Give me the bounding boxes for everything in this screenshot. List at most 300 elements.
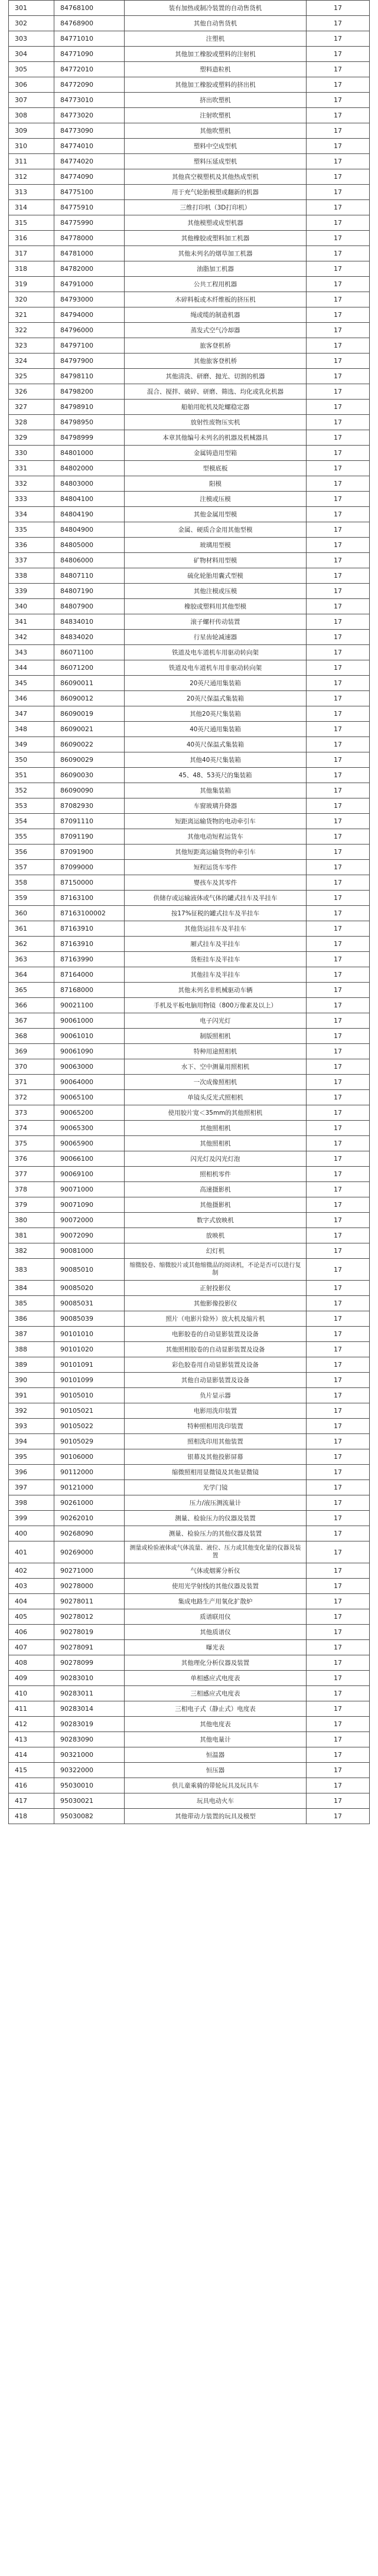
- table-row: [9, 1449, 370, 1465]
- product-name-cell: 正射投影仪: [125, 1281, 307, 1296]
- tax-rate-cell: 17: [307, 47, 370, 62]
- hs-code-cell: 90283019: [54, 1717, 125, 1732]
- row-number-cell: 365: [9, 983, 54, 998]
- product-name-cell: 婴孩车及其零件: [125, 875, 307, 891]
- product-name-cell: 三维打印机（3D打印机）: [125, 200, 307, 215]
- hs-code-cell: 87099000: [54, 860, 125, 875]
- product-name-cell: 蒸发式空气冷却器: [125, 323, 307, 338]
- table-row: [9, 1763, 370, 1778]
- hs-code-cell: 84798950: [54, 415, 125, 430]
- product-name-cell: 其他照相机: [125, 1136, 307, 1151]
- product-name-cell: 矿物材料用型模: [125, 553, 307, 568]
- hs-code-cell: 87163100002: [54, 906, 125, 921]
- row-number-cell: 410: [9, 1686, 54, 1701]
- hs-code-cell: 84778000: [54, 231, 125, 246]
- product-name-cell: 其他照相机: [125, 1121, 307, 1136]
- product-name-cell: 光学门镜: [125, 1480, 307, 1495]
- table-row: [9, 660, 370, 676]
- tax-rate-cell: 17: [307, 1480, 370, 1495]
- table-row: [9, 1655, 370, 1671]
- table-row: [9, 1075, 370, 1090]
- hs-code-cell: 90105029: [54, 1434, 125, 1449]
- tax-rate-cell: 17: [307, 1793, 370, 1809]
- hs-code-cell: 84794000: [54, 307, 125, 323]
- row-number-cell: 383: [9, 1259, 54, 1281]
- tax-rate-cell: 17: [307, 1495, 370, 1511]
- product-name-cell: 压力/液压测流量计: [125, 1495, 307, 1511]
- row-number-cell: 389: [9, 1357, 54, 1373]
- product-name-cell: 电影胶卷的自动显影装置及设备: [125, 1327, 307, 1342]
- product-name-cell: 其他未列名的烟草加工机器: [125, 246, 307, 261]
- row-number-cell: 407: [9, 1640, 54, 1655]
- product-name-cell: 40英尺通用集装箱: [125, 722, 307, 737]
- table-row: [9, 1357, 370, 1373]
- row-number-cell: 398: [9, 1495, 54, 1511]
- tax-rate-cell: 17: [307, 93, 370, 108]
- table-row: [9, 1213, 370, 1228]
- tax-rate-cell: 17: [307, 1090, 370, 1105]
- tax-rate-cell: 17: [307, 415, 370, 430]
- tax-rate-cell: 17: [307, 261, 370, 277]
- table-row: [9, 998, 370, 1013]
- product-name-cell: 注模或压模: [125, 492, 307, 507]
- hs-code-cell: 84774020: [54, 154, 125, 169]
- hs-code-cell: 84771010: [54, 31, 125, 47]
- table-row: [9, 1403, 370, 1419]
- hs-code-cell: 84772010: [54, 62, 125, 77]
- tax-rate-cell: 17: [307, 292, 370, 307]
- hs-code-cell: 84771090: [54, 47, 125, 62]
- tax-rate-cell: 17: [307, 476, 370, 492]
- row-number-cell: 350: [9, 752, 54, 768]
- hs-code-cell: 84797900: [54, 353, 125, 369]
- table-row: [9, 492, 370, 507]
- tax-rate-cell: 17: [307, 860, 370, 875]
- hs-code-cell: 90262010: [54, 1511, 125, 1526]
- hs-code-cell: 90101099: [54, 1373, 125, 1388]
- tax-rate-cell: 17: [307, 1388, 370, 1403]
- table-row: [9, 584, 370, 599]
- table-row: [9, 1059, 370, 1075]
- row-number-cell: 400: [9, 1526, 54, 1541]
- table-row: [9, 93, 370, 108]
- hs-code-cell: 90101010: [54, 1327, 125, 1342]
- hs-code-cell: 95030010: [54, 1778, 125, 1793]
- tax-rate-cell: 17: [307, 553, 370, 568]
- row-number-cell: 355: [9, 829, 54, 845]
- row-number-cell: 340: [9, 599, 54, 614]
- tax-rate-cell: 17: [307, 16, 370, 31]
- row-number-cell: 315: [9, 215, 54, 231]
- row-number-cell: 381: [9, 1228, 54, 1243]
- table-row: [9, 768, 370, 783]
- tax-rate-cell: 17: [307, 1075, 370, 1090]
- product-name-cell: 其他集装箱: [125, 783, 307, 798]
- product-name-cell: 使用胶片宽＜35mm的其他照相机: [125, 1105, 307, 1121]
- product-name-cell: 测量、检验压力的其他仪器及装置: [125, 1526, 307, 1541]
- table-row: [9, 1686, 370, 1701]
- hs-code-cell: 87091110: [54, 814, 125, 829]
- tax-rate-cell: 17: [307, 768, 370, 783]
- tax-rate-cell: 17: [307, 323, 370, 338]
- table-row: [9, 845, 370, 860]
- table-row: [9, 568, 370, 584]
- product-name-cell: 20英尺保温式集装箱: [125, 691, 307, 706]
- tax-rate-cell: 17: [307, 430, 370, 446]
- tax-rate-cell: 17: [307, 1243, 370, 1259]
- hs-code-cell: 84793000: [54, 292, 125, 307]
- row-number-cell: 378: [9, 1182, 54, 1197]
- product-name-cell: 阳模: [125, 476, 307, 492]
- tax-rate-cell: 17: [307, 1609, 370, 1625]
- tax-rate-cell: 17: [307, 169, 370, 185]
- row-number-cell: 364: [9, 967, 54, 983]
- hs-code-cell: 90271000: [54, 1563, 125, 1579]
- table-row: [9, 1419, 370, 1434]
- table-row: [9, 937, 370, 952]
- product-name-cell: 40英尺保温式集装箱: [125, 737, 307, 752]
- row-number-cell: 303: [9, 31, 54, 47]
- tax-rate-cell: 17: [307, 829, 370, 845]
- tax-rate-cell: 17: [307, 845, 370, 860]
- row-number-cell: 357: [9, 860, 54, 875]
- row-number-cell: 361: [9, 921, 54, 937]
- hs-code-cell: 84796000: [54, 323, 125, 338]
- table-row: [9, 891, 370, 906]
- row-number-cell: 318: [9, 261, 54, 277]
- hs-code-cell: 90121000: [54, 1480, 125, 1495]
- product-name-cell: 测量或检验液体或气体流量、液位、压力或其他变化量的仪器及装置: [125, 1541, 307, 1563]
- hs-code-cell: 90072000: [54, 1213, 125, 1228]
- table-row: [9, 169, 370, 185]
- hs-code-cell: 87082930: [54, 798, 125, 814]
- table-row: [9, 507, 370, 522]
- table-row: [9, 1228, 370, 1243]
- product-name-cell: 其他货运挂车及半挂车: [125, 921, 307, 937]
- hs-code-cell: 84791000: [54, 277, 125, 292]
- table-row: [9, 1732, 370, 1747]
- table-row: [9, 1243, 370, 1259]
- hs-code-cell: 90278099: [54, 1655, 125, 1671]
- product-name-cell: 单相感应式电度表: [125, 1671, 307, 1686]
- row-number-cell: 395: [9, 1449, 54, 1465]
- table-row: [9, 246, 370, 261]
- table-row: [9, 16, 370, 31]
- hs-code-cell: 90105021: [54, 1403, 125, 1419]
- table-row: [9, 1778, 370, 1793]
- tax-rate-cell: 17: [307, 660, 370, 676]
- table-row: [9, 200, 370, 215]
- row-number-cell: 418: [9, 1809, 54, 1824]
- hs-code-cell: 90278091: [54, 1640, 125, 1655]
- product-name-cell: 缩微照相用显微镜及其他显微镜: [125, 1465, 307, 1480]
- tax-rate-cell: 17: [307, 921, 370, 937]
- row-number-cell: 416: [9, 1778, 54, 1793]
- table-row: [9, 706, 370, 722]
- product-name-cell: 型模底板: [125, 461, 307, 476]
- hs-code-cell: 90065300: [54, 1121, 125, 1136]
- hs-code-cell: 84807900: [54, 599, 125, 614]
- product-name-cell: 本章其他编号未列名的机器及机械器具: [125, 430, 307, 446]
- tax-rate-cell: 17: [307, 139, 370, 154]
- row-number-cell: 349: [9, 737, 54, 752]
- product-name-cell: 气体或烟雾分析仪: [125, 1563, 307, 1579]
- tax-rate-cell: 17: [307, 983, 370, 998]
- table-row: [9, 1747, 370, 1763]
- table-row: [9, 1197, 370, 1213]
- hs-code-cell: 84802000: [54, 461, 125, 476]
- product-name-cell: 银幕及其他投影屏幕: [125, 1449, 307, 1465]
- tax-rate-cell: 17: [307, 737, 370, 752]
- row-number-cell: 366: [9, 998, 54, 1013]
- product-name-cell: 旅客登机桥: [125, 338, 307, 353]
- table-row: [9, 630, 370, 645]
- row-number-cell: 384: [9, 1281, 54, 1296]
- table-row: [9, 798, 370, 814]
- row-number-cell: 403: [9, 1579, 54, 1594]
- row-number-cell: 394: [9, 1434, 54, 1449]
- row-number-cell: 306: [9, 77, 54, 93]
- hs-code-cell: 87164000: [54, 967, 125, 983]
- product-name-cell: 高速摄影机: [125, 1182, 307, 1197]
- product-name-cell: 其他质谱仪: [125, 1625, 307, 1640]
- tax-rate-cell: 17: [307, 1594, 370, 1609]
- product-name-cell: 其他真空模塑机及其他热成型机: [125, 169, 307, 185]
- row-number-cell: 317: [9, 246, 54, 261]
- row-number-cell: 313: [9, 185, 54, 200]
- hs-code-cell: 90322000: [54, 1763, 125, 1778]
- row-number-cell: 387: [9, 1327, 54, 1342]
- tax-rate-cell: 17: [307, 123, 370, 139]
- tax-rate-cell: 17: [307, 246, 370, 261]
- product-name-cell: 其他清洗、研磨、抛光、切割的机器: [125, 369, 307, 384]
- hs-code-cell: 84798999: [54, 430, 125, 446]
- hs-code-cell: 84805000: [54, 538, 125, 553]
- product-name-cell: 其他电度表: [125, 1717, 307, 1732]
- hs-code-cell: 86090012: [54, 691, 125, 706]
- table-row: [9, 906, 370, 921]
- product-name-cell: 短距离运输货物的电动牵引车: [125, 814, 307, 829]
- row-number-cell: 391: [9, 1388, 54, 1403]
- table-row: [9, 415, 370, 430]
- tax-rate-cell: 17: [307, 461, 370, 476]
- hs-code-cell: 87150000: [54, 875, 125, 891]
- hs-code-cell: 84806000: [54, 553, 125, 568]
- hs-code-cell: 86090019: [54, 706, 125, 722]
- tax-rate-cell: 17: [307, 1419, 370, 1434]
- hs-code-cell: 87163910: [54, 937, 125, 952]
- hs-code-cell: 90065100: [54, 1090, 125, 1105]
- table-row: [9, 1671, 370, 1686]
- product-name-cell: 三相电子式（静止式）电度表: [125, 1701, 307, 1717]
- tax-rate-cell: 17: [307, 1327, 370, 1342]
- hs-code-cell: 90283010: [54, 1671, 125, 1686]
- tax-rate-cell: 17: [307, 1579, 370, 1594]
- product-name-cell: 塑料压延成型机: [125, 154, 307, 169]
- hs-code-cell: 90278000: [54, 1579, 125, 1594]
- row-number-cell: 411: [9, 1701, 54, 1717]
- product-name-cell: 挤出吹塑机: [125, 93, 307, 108]
- hs-code-cell: 84775990: [54, 215, 125, 231]
- row-number-cell: 335: [9, 522, 54, 538]
- tax-rate-cell: 17: [307, 522, 370, 538]
- row-number-cell: 324: [9, 353, 54, 369]
- product-name-cell: 其他40英尺集装箱: [125, 752, 307, 768]
- table-row: [9, 1717, 370, 1732]
- hs-code-cell: 84804100: [54, 492, 125, 507]
- table-row: [9, 461, 370, 476]
- product-name-cell: 绳或缆的制造机器: [125, 307, 307, 323]
- table-row: [9, 1281, 370, 1296]
- tax-rate-cell: 17: [307, 1342, 370, 1357]
- product-name-cell: 其他橡胶或塑料加工机器: [125, 231, 307, 246]
- row-number-cell: 316: [9, 231, 54, 246]
- tariff-table-body: [9, 1, 370, 1824]
- hs-code-cell: 84807110: [54, 568, 125, 584]
- hs-code-cell: 84782000: [54, 261, 125, 277]
- hs-code-cell: 86090029: [54, 752, 125, 768]
- row-number-cell: 305: [9, 62, 54, 77]
- tax-rate-cell: 17: [307, 1136, 370, 1151]
- product-name-cell: 其他自动售货机: [125, 16, 307, 31]
- table-row: [9, 1809, 370, 1824]
- row-number-cell: 359: [9, 891, 54, 906]
- product-name-cell: 使用光学射线的其他仪器及装置: [125, 1579, 307, 1594]
- table-row: [9, 154, 370, 169]
- table-row: [9, 1373, 370, 1388]
- product-name-cell: 其他照相胶卷的自动显影装置及设备: [125, 1342, 307, 1357]
- product-name-cell: 其他短距离运输货物的牵引车: [125, 845, 307, 860]
- product-name-cell: 船舶用舵机及陀螺稳定器: [125, 400, 307, 415]
- hs-code-cell: 90021100: [54, 998, 125, 1013]
- tax-rate-cell: 17: [307, 1373, 370, 1388]
- product-name-cell: 照相洗印用其他装置: [125, 1434, 307, 1449]
- table-row: [9, 1563, 370, 1579]
- table-row: [9, 139, 370, 154]
- tax-rate-cell: 17: [307, 937, 370, 952]
- table-row: [9, 1105, 370, 1121]
- hs-code-cell: 84807190: [54, 584, 125, 599]
- row-number-cell: 322: [9, 323, 54, 338]
- table-row: [9, 875, 370, 891]
- product-name-cell: 质谱联用仪: [125, 1609, 307, 1625]
- product-name-cell: 其他加工橡胶或塑料的注射机: [125, 47, 307, 62]
- hs-code-cell: 90321000: [54, 1747, 125, 1763]
- row-number-cell: 354: [9, 814, 54, 829]
- table-row: [9, 1793, 370, 1809]
- row-number-cell: 325: [9, 369, 54, 384]
- tax-rate-cell: 17: [307, 599, 370, 614]
- product-name-cell: 其他注模或压模: [125, 584, 307, 599]
- hs-code-cell: 90085020: [54, 1281, 125, 1296]
- table-row: [9, 1594, 370, 1609]
- table-row: [9, 1013, 370, 1029]
- product-name-cell: 其他旅客登机桥: [125, 353, 307, 369]
- table-row: [9, 1495, 370, 1511]
- product-name-cell: 单镜头反光式照相机: [125, 1090, 307, 1105]
- table-row: [9, 1182, 370, 1197]
- hs-code-cell: 90261000: [54, 1495, 125, 1511]
- hs-code-cell: 87163990: [54, 952, 125, 967]
- row-number-cell: 379: [9, 1197, 54, 1213]
- tax-rate-cell: 17: [307, 1357, 370, 1373]
- product-name-cell: 其他未列名非机械驱动车辆: [125, 983, 307, 998]
- row-number-cell: 374: [9, 1121, 54, 1136]
- row-number-cell: 312: [9, 169, 54, 185]
- row-number-cell: 369: [9, 1044, 54, 1059]
- table-row: [9, 676, 370, 691]
- row-number-cell: 380: [9, 1213, 54, 1228]
- product-name-cell: 供儿童乘骑的带轮玩具及玩具车: [125, 1778, 307, 1793]
- table-row: [9, 47, 370, 62]
- table-row: [9, 123, 370, 139]
- product-name-cell: 硫化轮胎用囊式型模: [125, 568, 307, 584]
- row-number-cell: 343: [9, 645, 54, 660]
- tax-rate-cell: 17: [307, 798, 370, 814]
- hs-code-cell: 90105010: [54, 1388, 125, 1403]
- table-row: [9, 1327, 370, 1342]
- row-number-cell: 406: [9, 1625, 54, 1640]
- row-number-cell: 397: [9, 1480, 54, 1495]
- row-number-cell: 338: [9, 568, 54, 584]
- row-number-cell: 326: [9, 384, 54, 400]
- table-row: [9, 1, 370, 16]
- product-name-cell: 其他金属用型模: [125, 507, 307, 522]
- row-number-cell: 336: [9, 538, 54, 553]
- product-name-cell: 注塑机: [125, 31, 307, 47]
- row-number-cell: 409: [9, 1671, 54, 1686]
- hs-code-cell: 86090030: [54, 768, 125, 783]
- tax-rate-cell: 17: [307, 384, 370, 400]
- row-number-cell: 327: [9, 400, 54, 415]
- hs-code-cell: 95030021: [54, 1793, 125, 1809]
- tax-rate-cell: 17: [307, 1778, 370, 1793]
- tax-rate-cell: 17: [307, 1526, 370, 1541]
- table-row: [9, 1136, 370, 1151]
- table-row: [9, 1121, 370, 1136]
- hs-code-cell: 90072090: [54, 1228, 125, 1243]
- row-number-cell: 375: [9, 1136, 54, 1151]
- product-name-cell: 铁道及电车道机车用非驱动转向架: [125, 660, 307, 676]
- hs-code-cell: 87091190: [54, 829, 125, 845]
- tax-rate-cell: 17: [307, 891, 370, 906]
- hs-code-cell: 86090011: [54, 676, 125, 691]
- product-name-cell: 橡胶或塑料用其他型模: [125, 599, 307, 614]
- product-name-cell: 其他理化分析仪器及装置: [125, 1655, 307, 1671]
- product-name-cell: 车窗玻璃升降器: [125, 798, 307, 814]
- row-number-cell: 382: [9, 1243, 54, 1259]
- row-number-cell: 320: [9, 292, 54, 307]
- product-name-cell: 电影用洗印装置: [125, 1403, 307, 1419]
- row-number-cell: 352: [9, 783, 54, 798]
- tax-rate-cell: 17: [307, 1434, 370, 1449]
- hs-code-cell: 90085039: [54, 1311, 125, 1327]
- tax-rate-cell: 17: [307, 185, 370, 200]
- row-number-cell: 370: [9, 1059, 54, 1075]
- tax-rate-cell: 17: [307, 231, 370, 246]
- row-number-cell: 331: [9, 461, 54, 476]
- hs-code-cell: 84774090: [54, 169, 125, 185]
- table-row: [9, 1044, 370, 1059]
- table-row: [9, 538, 370, 553]
- row-number-cell: 412: [9, 1717, 54, 1732]
- tax-rate-cell: 17: [307, 1732, 370, 1747]
- table-row: [9, 722, 370, 737]
- tax-rate-cell: 17: [307, 108, 370, 123]
- tax-rate-cell: 17: [307, 1167, 370, 1182]
- hs-code-cell: 84798110: [54, 369, 125, 384]
- table-row: [9, 430, 370, 446]
